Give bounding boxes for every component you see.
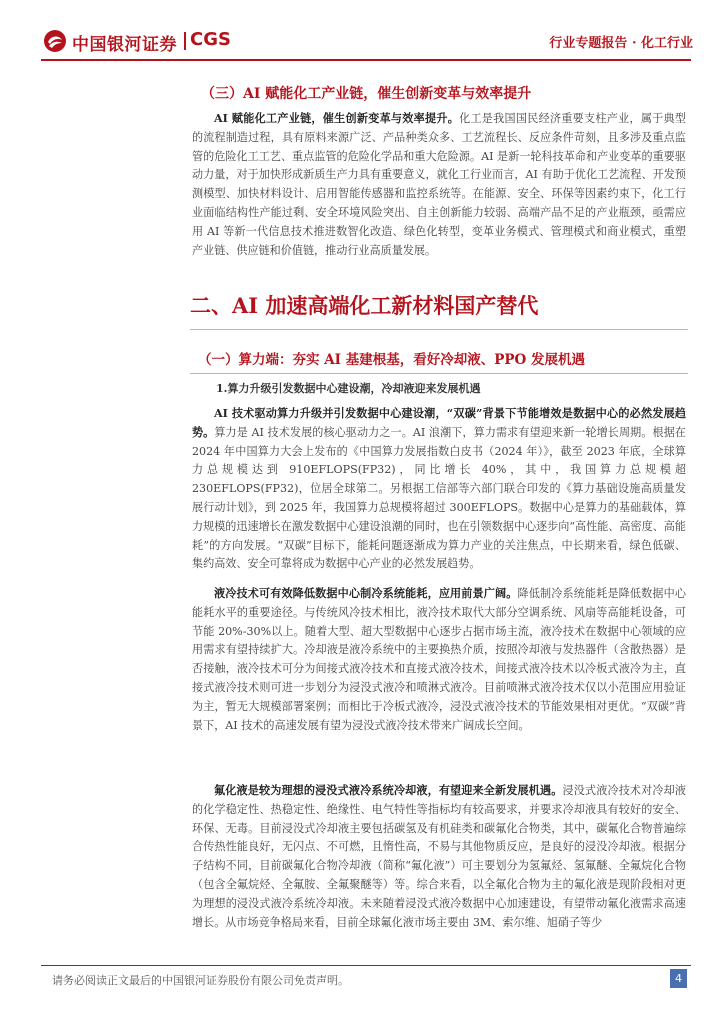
page-number: 4	[670, 969, 687, 988]
paragraph-fluorinated-liquid	[192, 782, 686, 932]
header-divider	[41, 59, 691, 61]
paragraph-body: 算力是 AI 技术发展的核心驱动力之一。AI 浪潮下，算力需求有望迎来新一轮增长周期。根据在 2024 年中国算力大会上发布的《中国算力发展指数白皮书（2024 年）》，截至 2023 年底，全球算力总规模达到 910EFLOPS(FP32)，同比增长 40%，其中，我国算力总规模超 230EFLOPS(FP32)，位居全球第二。另根据工信部等六部门联合印发的《算力基础设施高质量发展行动计划》，到 2025 年，我国算力总规模将超过 300EFLOPS。数据中心是算力的基础载体，算力规模的迅速增长在激发数据中心建设浪潮的同时，也在引领数据中心逐步向“高性能、高密度、高能耗”的方向发展。“双碳”目标下，能耗问题逐渐成为算力产业的关注焦点，中长期来看，绿色低碳、集约高效、安全可靠将成为数据中心产业的必然发展趋势。	[192, 425, 686, 571]
subsection-heading: 1.算力升级引发数据中心建设潮，冷却液迎来发展机遇	[216, 382, 481, 395]
paragraph-lead: 液冷技术可有效降低数据中心制冷系统能耗，应用前景广阔。	[214, 587, 518, 600]
page-header	[0, 0, 724, 78]
brand-name-cn: 中国银河证券	[72, 35, 177, 55]
section-3-heading: （三）AI 赋能化工产业链，催生创新变革与效率提升	[201, 86, 532, 102]
section-1-heading: （一）算力端：夯实 AI 基建根基，看好冷却液、PPO 发展机遇	[198, 352, 585, 368]
chapter-2-heading: 二、AI 加速高端化工新材料国产替代	[190, 293, 539, 318]
chapter-divider	[190, 329, 688, 330]
paragraph-liquid-cooling	[192, 585, 686, 735]
section-divider	[190, 373, 688, 374]
paragraph-lead: 氟化液是较为理想的浸没式液冷系统冷却液，有望迎来全新发展机遇。	[214, 784, 563, 797]
paragraph-lead: AI 技术驱动算力升级并引发数据中心建设潮，“双碳”背景下节能增效是数据中心的必然发展趋势。	[192, 407, 686, 439]
section-3-paragraph	[192, 110, 686, 260]
brand-divider	[184, 32, 186, 50]
paragraph-body: 浸没式液冷技术对冷却液的化学稳定性、热稳定性、绝缘性、电气特性等指标均有较高要求，并要求冷却液具有较好的安全、环保、无毒。目前浸没式冷却液主要包括碳氢及有机硅类和碳氟化合物类，其中，碳氟化合物普遍综合传热性能良好，无闪点、不可燃，且惰性高，不易与其他物质反应，是良好的浸没冷却液。根据分子结构不同，目前碳氟化合物冷却液（简称“氟化液”）可主要划分为氢氟烃、氢氟醚、全氟烷化合物（包含全氟烷烃、全氟胺、全氟聚醚等）等。综合来看，以全氟化合物为主的氟化液是现阶段相对更为理想的浸没式液冷系统冷却液。未来随着浸没式液冷数据中心加速建设，有望带动氟化液需求高速增长。从市场竞争格局来看，目前全球氟化液市场主要由 3M、索尔维、旭硝子等少	[192, 784, 686, 929]
footer-disclaimer: 请务必阅读正文最后的中国银河证券股份有限公司免责声明。	[52, 974, 349, 987]
paragraph-body: 降低制冷系统能耗是降低数据中心能耗水平的重要途径。与传统风冷技术相比，液冷技术取代大部分空调系统、风扇等高能耗设备，可节能 20%-30%以上。随着大型、超大型数据中心逐步占据市场主流，液冷技术在数据中心领域的应用需求有望持续扩大。冷却液是液冷系统中的主要换热介质，按照冷却液与发热器件（含散热器）是否接触，液冷技术可分为间接式液冷技术和直接式液冷技术，间接式液冷技术以冷板式液冷为主，直接式液冷技术则可进一步划分为浸没式液冷和喷淋式液冷。目前喷淋式液冷技术仅以小范围应用验证为主，暂无大规模部署案例；而相比于冷板式液冷，浸没式液冷技术的节能效果相对更优。“双碳”背景下，AI 技术的高速发展有望为浸没式液冷技术带来广阔成长空间。	[192, 587, 686, 732]
paragraph-lead: AI 赋能化工产业链，催生创新变革与效率提升。	[214, 112, 460, 125]
brand-name-en: CGS	[190, 29, 231, 50]
cgs-logo-icon	[43, 29, 67, 53]
report-type: 行业专题报告 · 化工行业	[549, 36, 693, 51]
paragraph-computing-power	[192, 405, 686, 574]
footer-divider	[41, 965, 691, 966]
paragraph-body: 化工是我国国民经济重要支柱产业，属于典型的流程制造过程，具有原料来源广泛、产品种类众多、工艺流程长、反应条件苛刻，且多涉及重点监管的危险化工工艺、重点监管的危险化学品和重大危险源。AI 是新一轮科技革命和产业变革的重要驱动力量，对于加快形成新质生产力具有重要意义，就化工行业而言，AI 有助于优化工艺流程、开发预测模型、加快材料设计、启用智能传感器和监控系统等。在能源、安全、环保等因素约束下，化工行业面临结构性产能过剩、安全环境风险突出、自主创新能力较弱、高端产品不足的产业瓶颈，亟需应用 AI 等新一代信息技术推进数智化改造、绿色化转型，变革业务模式、管理模式和商业模式，重塑产业链、供应链和价值链，推动行业高质量发展。	[192, 112, 686, 257]
